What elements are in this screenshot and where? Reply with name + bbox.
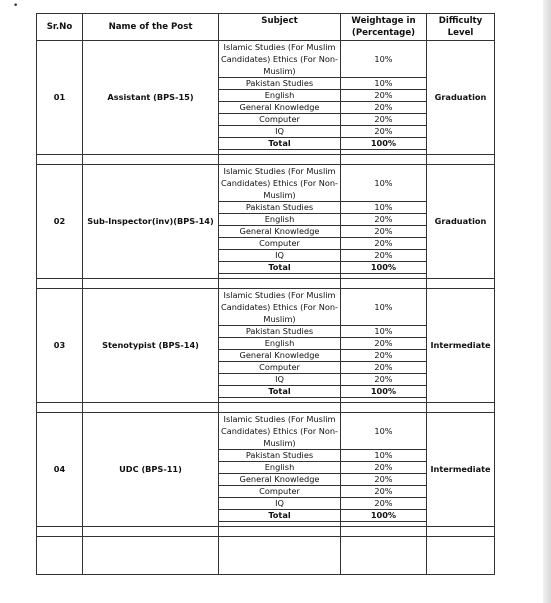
weight-cell: 20% — [341, 226, 427, 238]
weight-cell: 20% — [341, 90, 427, 102]
difficulty-cell: Graduation — [427, 165, 495, 279]
weight-cell: 20% — [341, 238, 427, 250]
sr-no-cell: 01 — [37, 41, 83, 155]
weight-cell: 10% — [341, 41, 427, 78]
subject-cell: General Knowledge — [219, 350, 341, 362]
blank-cell — [341, 537, 427, 575]
post-name-cell: Sub-Inspector(inv)(BPS-14) — [83, 165, 219, 279]
subject-cell: English — [219, 90, 341, 102]
subject-cell: General Knowledge — [219, 102, 341, 114]
weight-cell: 20% — [341, 462, 427, 474]
blank-cell — [37, 403, 83, 413]
table-row — [37, 41, 495, 78]
weight-cell: 10% — [341, 165, 427, 202]
spacer-row — [37, 403, 495, 413]
blank-cell — [427, 527, 495, 537]
total-value: 100% — [341, 510, 427, 522]
total-value: 100% — [341, 386, 427, 398]
header-sr-no: Sr.No — [37, 14, 83, 41]
blank-cell — [427, 403, 495, 413]
blank-cell — [341, 403, 427, 413]
weight-cell: 10% — [341, 450, 427, 462]
table-row — [37, 413, 495, 450]
weight-cell: 20% — [341, 126, 427, 138]
subject-cell: Pakistan Studies — [219, 326, 341, 338]
weight-cell: 10% — [341, 202, 427, 214]
sr-no-cell: 03 — [37, 289, 83, 403]
weight-cell: 20% — [341, 338, 427, 350]
total-label: Total — [219, 386, 341, 398]
blank-cell — [37, 537, 83, 575]
subject-cell: IQ — [219, 374, 341, 386]
weight-cell: 20% — [341, 250, 427, 262]
total-label: Total — [219, 262, 341, 274]
blank-cell — [219, 279, 341, 289]
table-body — [37, 41, 495, 575]
weight-cell: 20% — [341, 214, 427, 226]
blank-cell — [219, 537, 341, 575]
total-label: Total — [219, 510, 341, 522]
blank-cell — [219, 155, 341, 165]
difficulty-cell: Intermediate — [427, 413, 495, 527]
subject-cell: Pakistan Studies — [219, 202, 341, 214]
blank-cell — [427, 537, 495, 575]
weight-cell: 10% — [341, 289, 427, 326]
weightage-table — [36, 13, 495, 575]
weight-cell: 20% — [341, 362, 427, 374]
subject-cell: Pakistan Studies — [219, 78, 341, 90]
subject-cell: Computer — [219, 238, 341, 250]
subject-cell: English — [219, 338, 341, 350]
blank-cell — [37, 279, 83, 289]
total-value: 100% — [341, 138, 427, 150]
spacer-row — [37, 527, 495, 537]
blank-cell — [341, 155, 427, 165]
difficulty-cell: Intermediate — [427, 289, 495, 403]
blank-cell — [83, 537, 219, 575]
post-name-cell: UDC (BPS-11) — [83, 413, 219, 527]
table-header-row — [37, 14, 495, 41]
sr-no-cell: 02 — [37, 165, 83, 279]
weight-cell: 20% — [341, 374, 427, 386]
weight-cell: 10% — [341, 78, 427, 90]
blank-cell — [37, 527, 83, 537]
subject-cell: Computer — [219, 114, 341, 126]
subject-cell: Islamic Studies (For Muslim Candidates) Ethics (For Non-Muslim) — [219, 165, 341, 202]
spacer-row — [37, 279, 495, 289]
blank-cell — [219, 403, 341, 413]
spacer-row — [37, 155, 495, 165]
post-name-cell: Stenotypist (BPS-14) — [83, 289, 219, 403]
blank-cell — [83, 155, 219, 165]
table-row — [37, 165, 495, 202]
total-value: 100% — [341, 262, 427, 274]
total-label: Total — [219, 138, 341, 150]
subject-cell: Computer — [219, 486, 341, 498]
blank-cell — [83, 403, 219, 413]
blank-cell — [341, 279, 427, 289]
subject-cell: Computer — [219, 362, 341, 374]
weight-cell: 10% — [341, 326, 427, 338]
difficulty-cell: Graduation — [427, 41, 495, 155]
blank-cell — [37, 155, 83, 165]
header-weightage: Weightage in (Percentage) — [341, 14, 427, 41]
post-name-cell: Assistant (BPS-15) — [83, 41, 219, 155]
header-post: Name of the Post — [83, 14, 219, 41]
subject-cell: IQ — [219, 126, 341, 138]
subject-cell: General Knowledge — [219, 474, 341, 486]
blank-cell — [83, 527, 219, 537]
blank-cell — [341, 527, 427, 537]
blank-cell — [219, 527, 341, 537]
table-row — [37, 289, 495, 326]
subject-cell: Islamic Studies (For Muslim Candidates) Ethics (For Non-Muslim) — [219, 289, 341, 326]
subject-cell: IQ — [219, 498, 341, 510]
subject-cell: General Knowledge — [219, 226, 341, 238]
subject-cell: Islamic Studies (For Muslim Candidates) Ethics (For Non-Muslim) — [219, 413, 341, 450]
subject-cell: Islamic Studies (For Muslim Candidates) Ethics (For Non-Muslim) — [219, 41, 341, 78]
weight-cell: 20% — [341, 350, 427, 362]
sr-no-cell: 04 — [37, 413, 83, 527]
header-difficulty: Difficulty Level — [427, 14, 495, 41]
blank-cell — [427, 279, 495, 289]
page-edge-shadow — [543, 0, 551, 603]
weight-cell: 20% — [341, 102, 427, 114]
subject-cell: Pakistan Studies — [219, 450, 341, 462]
stray-mark: • — [13, 1, 19, 11]
weight-cell: 10% — [341, 413, 427, 450]
weight-cell: 20% — [341, 486, 427, 498]
subject-cell: English — [219, 462, 341, 474]
weight-cell: 20% — [341, 474, 427, 486]
header-subject: Subject — [219, 14, 341, 41]
blank-cell — [83, 279, 219, 289]
subject-cell: IQ — [219, 250, 341, 262]
blank-row — [37, 537, 495, 575]
weight-cell: 20% — [341, 498, 427, 510]
blank-cell — [427, 155, 495, 165]
subject-cell: English — [219, 214, 341, 226]
weight-cell: 20% — [341, 114, 427, 126]
